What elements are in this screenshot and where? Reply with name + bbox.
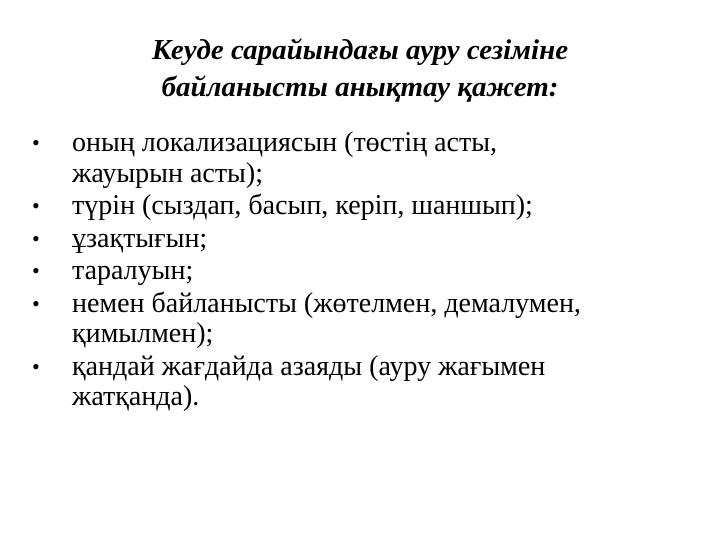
bullet-list <box>32 128 692 415</box>
bullet-icon: • <box>32 225 40 251</box>
bullet-item-relation <box>32 289 692 350</box>
slide-title <box>80 32 640 106</box>
bullet-text-line: қандай жағдайда азаяды (ауру жағымен <box>72 350 546 382</box>
title-line-1: Кеуде сарайындағы ауру сезіміне <box>151 34 569 66</box>
bullet-icon: • <box>32 258 40 283</box>
bullet-text-line: жатқанда). <box>72 381 200 412</box>
bullet-text-line: оның локализациясын (төстің асты, <box>72 127 498 158</box>
bullet-item-duration <box>32 224 692 255</box>
bullet-icon: • <box>32 290 40 316</box>
bullet-text-line: жауырын асты); <box>72 157 263 189</box>
bullet-icon: • <box>32 130 40 155</box>
bullet-text-line: ұзақтығын; <box>72 222 208 254</box>
bullet-text-line: қимылмен); <box>72 318 214 349</box>
bullet-item-type <box>32 191 692 222</box>
bullet-item-spread <box>32 256 692 287</box>
title-line-2: байланысты анықтау қажет: <box>161 71 559 103</box>
bullet-text-line: түрін (сыздап, басып, керіп, шаншып); <box>72 190 533 221</box>
bullet-item-relief <box>32 352 692 413</box>
bullet-text-line: таралуын; <box>72 255 194 286</box>
bullet-icon: • <box>32 353 40 379</box>
bullet-icon: • <box>32 193 40 218</box>
bullet-item-localization <box>32 128 692 189</box>
bullet-text-line: немен байланысты (жөтелмен, демалумен, <box>72 287 581 319</box>
